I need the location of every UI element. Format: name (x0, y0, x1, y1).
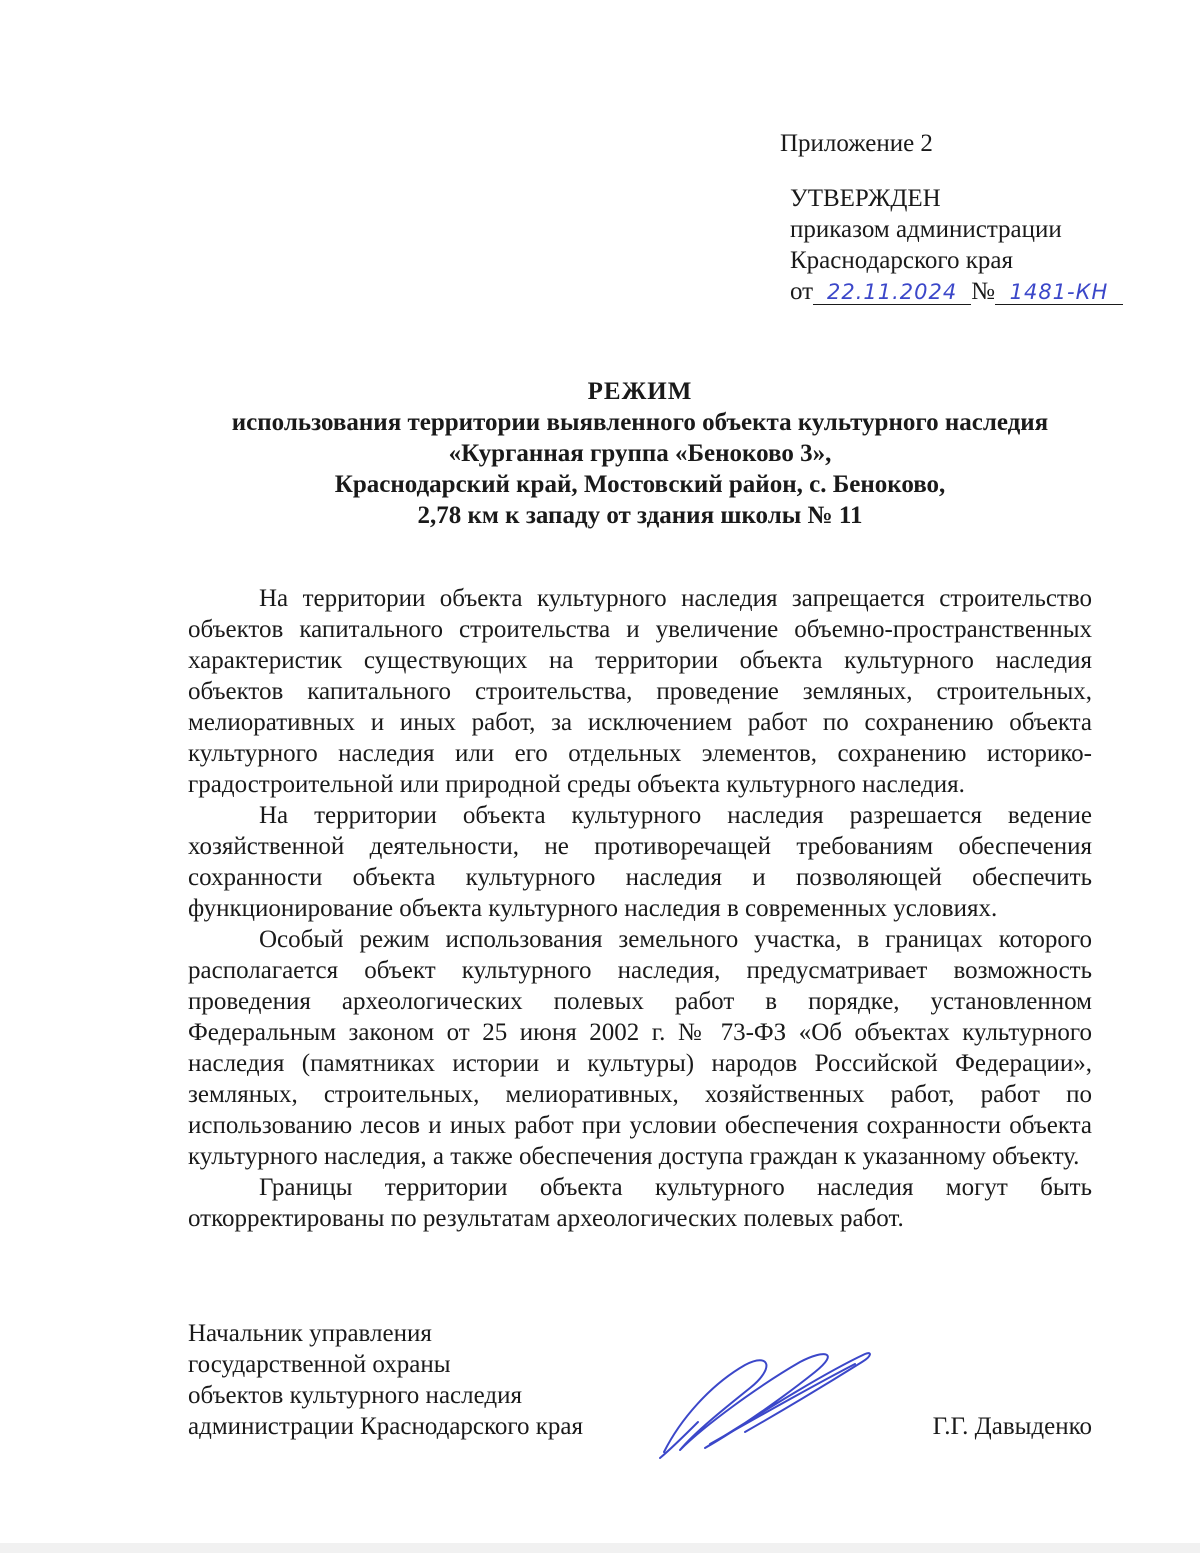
signatory-line-3: объектов культурного наследия (188, 1382, 522, 1409)
scan-edge (0, 1543, 1200, 1553)
signatory-line-4: администрации Краснодарского края (188, 1413, 584, 1440)
from-label: от (790, 278, 814, 305)
paragraph: На территории объекта культурного наследия разрешается ведение хозяйственной деятельности, не противоречащей требованиям обеспечения сохранности объекта культурного наследия и позволяющей обеспечить функционирование объекта культурного наследия в современных условиях. (188, 802, 1092, 922)
handwritten-date: 22.11.2024 (813, 280, 971, 305)
paragraph: На территории объекта культурного наследия запрещается строительство объектов капитального строительства и увеличение объемно-пространственных характеристик существующих на территории объекта культурного наследия объектов капитального строительства, проведение земляных, строительных, мелиоративных и иных работ, за исключением работ по сохранению объекта культурного наследия или его отдельных элементов, сохранению историко-градостроительной или природной среды объекта культурного наследия. (188, 585, 1092, 798)
title-line-5: 2,78 км к западу от здания школы № 11 (417, 502, 863, 529)
appendix-label: Приложение 2 (780, 130, 933, 157)
signatory-title (188, 1318, 583, 1442)
order-line-1: приказом администрации (790, 216, 1062, 243)
approved-label: УТВЕРЖДЕН (790, 185, 941, 212)
paragraph: Границы территории объекта культурного наследия могут быть откорректированы по результатам археологических полевых работ. (188, 1174, 1092, 1232)
approval-block (780, 128, 1123, 307)
document-title (180, 376, 1100, 531)
document-body (188, 583, 1092, 1234)
order-date-line (780, 276, 1123, 307)
signatory-line-2: государственной охраны (188, 1351, 451, 1378)
title-line-2: использования территории выявленного объекта культурного наследия (231, 409, 1049, 436)
signatory-name: Г.Г. Давыденко (932, 1413, 1092, 1440)
handwritten-signature (650, 1340, 880, 1465)
title-line-3: «Курганная группа «Беноково 3», (448, 440, 832, 467)
title-line-4: Краснодарский край, Мостовский район, с. Беноково, (334, 471, 946, 498)
paragraph: Особый режим использования земельного участка, в границах которого располагается объект культурного наследия, предусматривает возможность проведения археологических полевых работ в порядке, установленном Федеральным законом от 25 июня 2002 г. № 73-ФЗ «Об объектах культурного наследия (памятниках истории и культуры) народов Российской Федерации», земляных, строительных, мелиоративных, хозяйственных работ, работ по использованию лесов и иных работ при условии обеспечения сохранности объекта культурного наследия, а также обеспечения доступа граждан к указанному объекту. (188, 926, 1092, 1170)
title-heading: РЕЖИМ (587, 378, 693, 405)
signatory-line-1: Начальник управления (188, 1320, 432, 1347)
number-label: № (971, 278, 995, 305)
handwritten-number: 1481-КН (995, 280, 1123, 305)
order-line-2: Краснодарского края (790, 247, 1013, 274)
